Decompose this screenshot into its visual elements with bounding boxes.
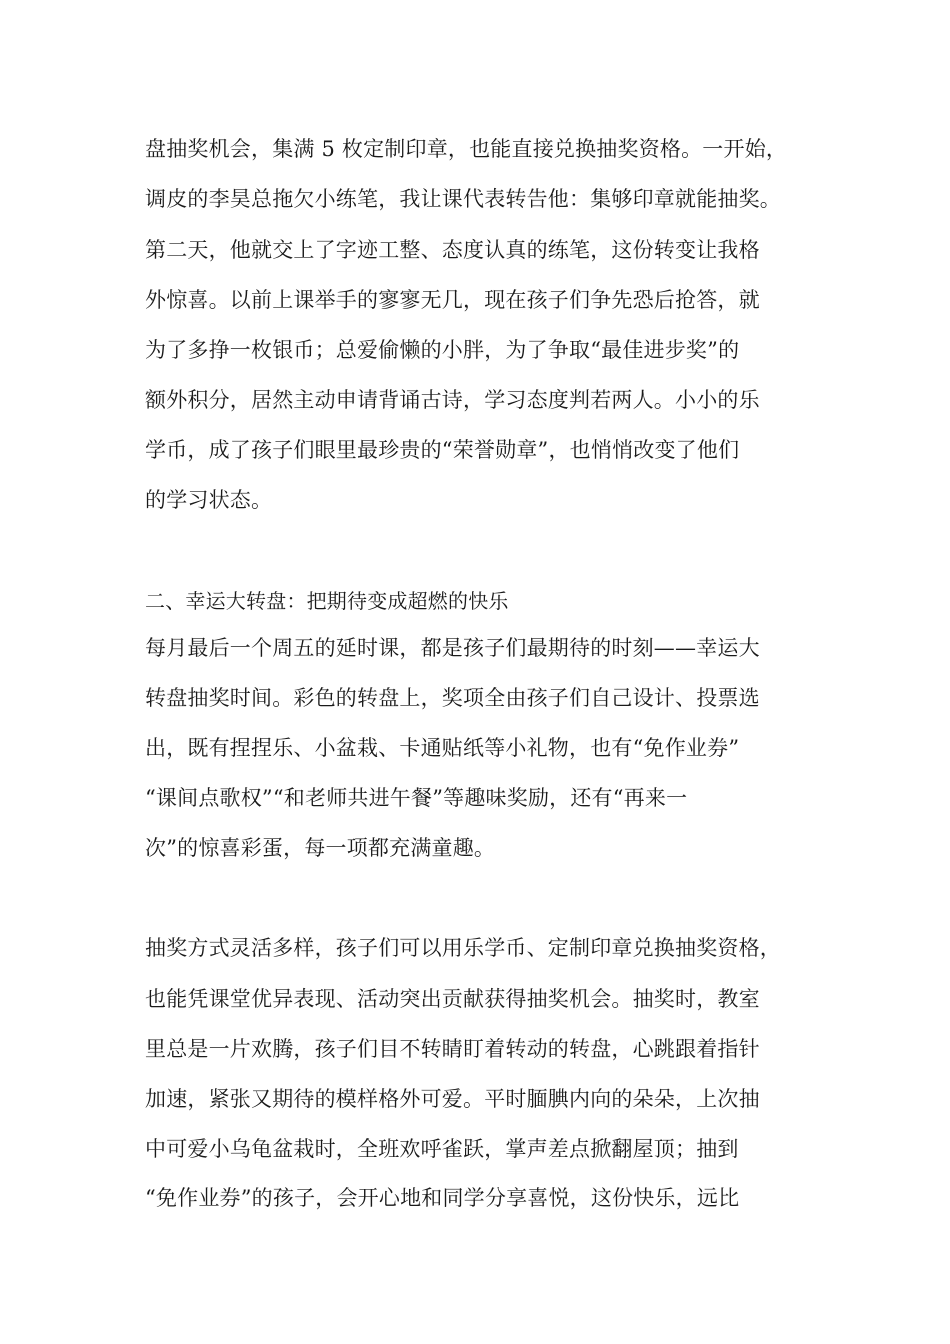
paragraph-2-line: 出，既有捏捏乐、小盆栽、卡通贴纸等小礼物，也有“免作业券”	[145, 736, 740, 760]
paragraph-2-line: 每月最后一个周五的延时课，都是孩子们最期待的时刻——幸运大	[145, 636, 760, 660]
paragraph-3-line: 中可爱小乌龟盆栽时，全班欢呼雀跃，掌声差点掀翻屋顶；抽到	[145, 1137, 739, 1161]
paragraph-1-line: 外惊喜。以前上课举手的寥寥无几，现在孩子们争先恐后抢答，就	[145, 288, 760, 312]
section-heading: 二、幸运大转盘：把期待变成超燃的快乐	[145, 589, 509, 613]
paragraph-3-line: 里总是一片欢腾，孩子们目不转睛盯着转动的转盘，心跳跟着指针	[145, 1037, 760, 1061]
paragraph-1-line: 的学习状态。	[145, 488, 273, 512]
paragraph-1-line: 额外积分，居然主动申请背诵古诗，学习态度判若两人。小小的乐	[145, 388, 760, 412]
paragraph-2-line: 次”的惊喜彩蛋，每一项都充满童趣。	[145, 836, 496, 860]
paragraph-1-line: 为了多挣一枚银币；总爱偷懒的小胖，为了争取“最佳进步奖”的	[145, 338, 740, 362]
paragraph-1-line: 学币，成了孩子们眼里最珍贵的“荣誉勋章”，也悄悄改变了他们	[145, 438, 740, 462]
paragraph-2-line: “课间点歌权”“和老师共进午餐”等趣味奖励，还有“再来一	[145, 786, 688, 810]
paragraph-3-line: 加速，紧张又期待的模样格外可爱。平时腼腆内向的朵朵，上次抽	[145, 1087, 760, 1111]
paragraph-2-line: 转盘抽奖时间。彩色的转盘上，奖项全由孩子们自己设计、投票选	[145, 686, 760, 710]
paragraph-1-line: 调皮的李昊总拖欠小练笔，我让课代表转告他：集够印章就能抽奖。	[145, 187, 781, 211]
paragraph-1-line: 第二天，他就交上了字迹工整、态度认真的练笔，这份转变让我格	[145, 238, 760, 262]
paragraph-3-line: 也能凭课堂优异表现、活动突出贡献获得抽奖机会。抽奖时，教室	[145, 987, 760, 1011]
paragraph-3-line: 抽奖方式灵活多样，孩子们可以用乐学币、定制印章兑换抽奖资格，	[145, 936, 781, 960]
paragraph-1-line: 盘抽奖机会，集满 5 枚定制印章，也能直接兑换抽奖资格。一开始，	[145, 137, 788, 161]
paragraph-3-line: “免作业券”的孩子，会开心地和同学分享喜悦，这份快乐，远比	[145, 1186, 740, 1210]
